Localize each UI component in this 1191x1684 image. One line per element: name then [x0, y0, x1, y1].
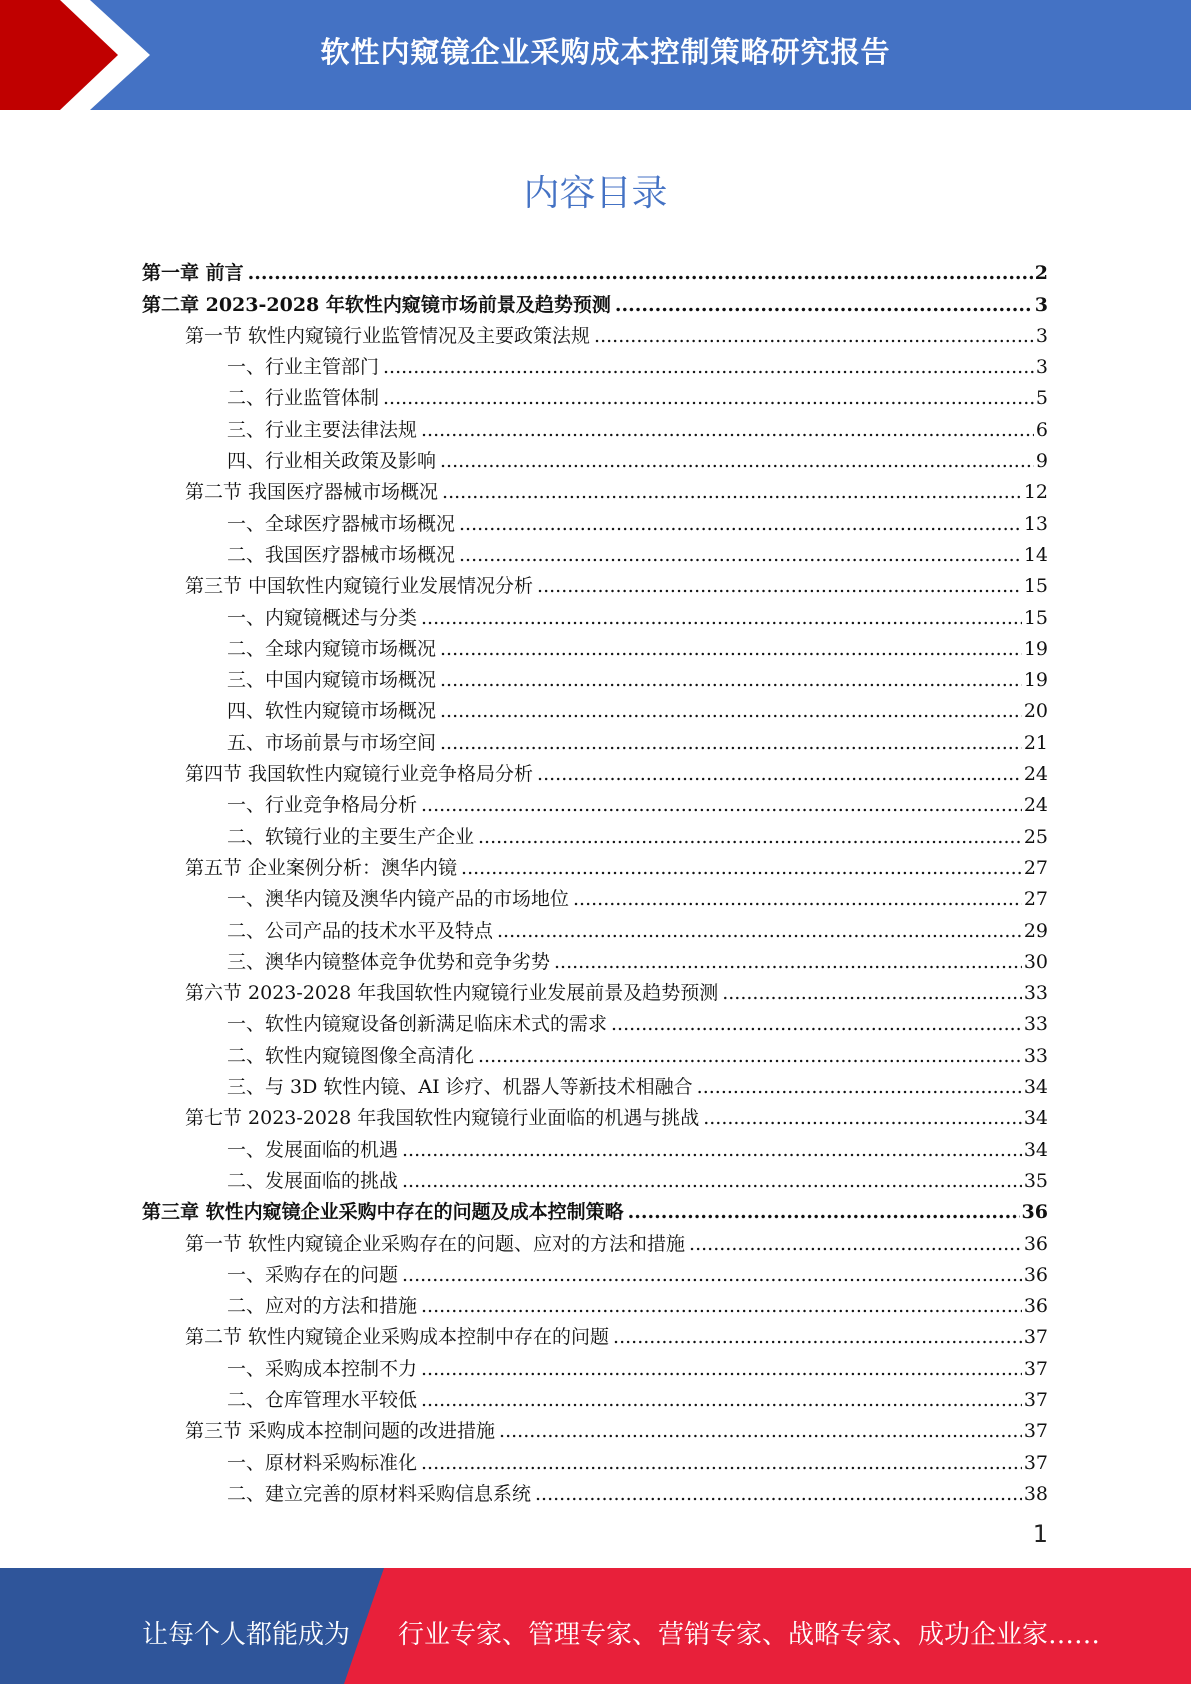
- toc-entry[interactable]: [142, 1256, 1048, 1287]
- toc-dot-leader: [440, 449, 1034, 473]
- toc-dot-leader: [402, 1263, 1022, 1287]
- toc-entry-page: 33: [1023, 982, 1048, 1005]
- toc-entry-title: 四、软性内窥镜市场概况: [227, 700, 437, 723]
- toc-entry[interactable]: [142, 755, 1048, 786]
- toc-entry[interactable]: [142, 567, 1048, 598]
- toc-entry-page: 5: [1035, 387, 1048, 410]
- toc-entry-title: 三、澳华内镜整体竞争优势和竞争劣势: [227, 950, 551, 973]
- toc-entry-page: 6: [1035, 418, 1048, 441]
- toc-entry[interactable]: [142, 285, 1048, 316]
- toc-entry-page: 19: [1023, 669, 1048, 692]
- toc-entry[interactable]: [142, 1349, 1048, 1380]
- toc-dot-leader: [499, 1419, 1022, 1443]
- header-banner: [0, 0, 1191, 110]
- toc-entry-title: 一、内窥镜概述与分类: [227, 606, 418, 629]
- toc-entry[interactable]: [142, 849, 1048, 880]
- toc-dot-leader: [421, 1388, 1022, 1412]
- toc-dot-leader: [478, 825, 1022, 849]
- toc-entry[interactable]: [142, 1193, 1048, 1224]
- toc-dot-leader: [421, 1294, 1022, 1318]
- toc-entry-page: 20: [1023, 700, 1048, 723]
- toc-entry-title: 第二节 软性内窥镜企业采购成本控制中存在的问题: [185, 1326, 610, 1349]
- toc-dot-leader: [421, 606, 1022, 630]
- toc-entry-page: 37: [1023, 1388, 1048, 1411]
- toc-entry[interactable]: [142, 379, 1048, 410]
- toc-dot-leader: [573, 887, 1022, 911]
- toc-dot-leader: [440, 668, 1022, 692]
- toc-entry-title: 二、软镜行业的主要生产企业: [227, 825, 475, 848]
- toc-entry-page: 33: [1023, 1013, 1048, 1036]
- toc-entry-title: 第三章 软性内窥镜企业采购中存在的问题及成本控制策略: [142, 1201, 624, 1224]
- toc-entry-title: 一、软性内镜窥设备创新满足临床术式的需求: [227, 1013, 608, 1036]
- toc-entry-title: 二、我国医疗器械市场概况: [227, 543, 456, 566]
- toc-dot-leader: [459, 512, 1022, 536]
- toc-entry-title: 二、软性内窥镜图像全高清化: [227, 1044, 475, 1067]
- toc-entry[interactable]: [142, 1068, 1048, 1099]
- toc-dot-leader: [440, 731, 1022, 755]
- toc-entry-title: 一、行业主管部门: [227, 356, 380, 379]
- toc-entry-title: 第二节 我国医疗器械市场概况: [185, 481, 439, 504]
- toc-dot-leader: [383, 355, 1034, 379]
- toc-entry-page: 37: [1023, 1357, 1048, 1380]
- toc-dot-leader: [537, 574, 1022, 598]
- toc-entry[interactable]: [142, 598, 1048, 629]
- toc-entry-title: 一、采购存在的问题: [227, 1263, 399, 1286]
- toc-dot-leader: [535, 1482, 1022, 1506]
- report-title: 软性内窥镜企业采购成本控制策略研究报告: [320, 35, 891, 69]
- toc-entry-page: 3: [1035, 324, 1048, 347]
- toc-dot-leader: [537, 762, 1022, 786]
- toc-dot-leader: [440, 637, 1022, 661]
- toc-entry-title: 第一节 软性内窥镜行业监管情况及主要政策法规: [185, 324, 591, 347]
- toc-dot-leader: [594, 324, 1034, 348]
- toc-entry-page: 34: [1023, 1107, 1048, 1130]
- toc-entry-page: 37: [1023, 1451, 1048, 1474]
- toc-entry[interactable]: [142, 1099, 1048, 1130]
- toc-entry[interactable]: [142, 317, 1048, 348]
- toc-entry-page: 15: [1023, 606, 1048, 629]
- toc-entry[interactable]: [142, 1005, 1048, 1036]
- toc-entry-title: 第三节 中国软性内窥镜行业发展情况分析: [185, 575, 534, 598]
- toc-entry-title: 二、发展面临的挑战: [227, 1169, 399, 1192]
- toc-entry-page: 14: [1023, 543, 1048, 566]
- toc-dot-leader: [402, 1138, 1022, 1162]
- toc-entry-title: 五、市场前景与市场空间: [227, 731, 437, 754]
- toc-entry-page: 2: [1034, 262, 1048, 285]
- toc-entry-page: 9: [1035, 450, 1048, 473]
- toc-entry[interactable]: [142, 974, 1048, 1005]
- toc-dot-leader: [459, 543, 1022, 567]
- footer-slogan-left: 让每个人都能成为: [142, 1620, 351, 1650]
- toc-entry-title: 第六节 2023-2028 年我国软性内窥镜行业发展前景及趋势预测: [185, 982, 719, 1005]
- toc-entry-page: 13: [1023, 512, 1048, 535]
- toc-entry[interactable]: [142, 911, 1048, 942]
- toc-dot-leader: [421, 1451, 1022, 1475]
- toc-entry-page: 24: [1023, 794, 1048, 817]
- toc-dot-leader: [497, 919, 1022, 943]
- toc-entry[interactable]: [142, 1130, 1048, 1161]
- toc-entry-page: 19: [1023, 637, 1048, 660]
- toc-entry[interactable]: [142, 1475, 1048, 1506]
- toc-entry[interactable]: [142, 786, 1048, 817]
- toc-dot-leader: [615, 293, 1033, 317]
- toc-entry-title: 第五节 企业案例分析：澳华内镜: [185, 856, 458, 879]
- toc-dot-leader: [402, 1169, 1022, 1193]
- toc-entry-page: 38: [1023, 1482, 1048, 1505]
- toc-entry-title: 一、发展面临的机遇: [227, 1138, 399, 1161]
- toc-dot-leader: [697, 1075, 1022, 1099]
- toc-entry[interactable]: [142, 1443, 1048, 1474]
- toc-entry-page: 30: [1023, 950, 1048, 973]
- toc-dot-leader: [611, 1012, 1022, 1036]
- toc-entry-title: 一、行业竞争格局分析: [227, 794, 418, 817]
- toc-entry[interactable]: [142, 692, 1048, 723]
- toc-entry-page: 37: [1023, 1326, 1048, 1349]
- toc-dot-leader: [628, 1200, 1020, 1224]
- page-number: 1: [1032, 1520, 1048, 1548]
- toc-dot-leader: [442, 480, 1022, 504]
- toc-entry-title: 第四节 我国软性内窥镜行业竞争格局分析: [185, 763, 534, 786]
- toc-entry[interactable]: [142, 880, 1048, 911]
- toc-entry[interactable]: [142, 1162, 1048, 1193]
- toc-entry[interactable]: [142, 1287, 1048, 1318]
- table-of-contents: [142, 254, 1048, 1506]
- toc-dot-leader: [689, 1232, 1022, 1256]
- toc-entry-page: 37: [1023, 1420, 1048, 1443]
- toc-entry-page: 33: [1023, 1044, 1048, 1067]
- toc-entry[interactable]: [142, 630, 1048, 661]
- toc-dot-leader: [421, 418, 1034, 442]
- footer-banner: [0, 1568, 1191, 1684]
- toc-entry[interactable]: [142, 254, 1048, 285]
- toc-entry[interactable]: [142, 536, 1048, 567]
- toc-entry-title: 二、行业监管体制: [227, 387, 380, 410]
- toc-entry[interactable]: [142, 1036, 1048, 1067]
- toc-entry-title: 第三节 采购成本控制问题的改进措施: [185, 1420, 496, 1443]
- toc-entry-page: 3: [1035, 356, 1048, 379]
- toc-dot-leader: [248, 261, 1033, 285]
- toc-entry-title: 二、全球内窥镜市场概况: [227, 637, 437, 660]
- toc-dot-leader: [421, 793, 1022, 817]
- toc-dot-leader: [440, 699, 1022, 723]
- toc-entry[interactable]: [142, 1318, 1048, 1349]
- toc-entry[interactable]: [142, 943, 1048, 974]
- toc-dot-leader: [703, 1106, 1022, 1130]
- toc-entry-title: 第一章 前言: [142, 262, 244, 285]
- toc-entry-page: 36: [1021, 1201, 1048, 1224]
- toc-entry-title: 三、与 3D 软性内镜、AI 诊疗、机器人等新技术相融合: [227, 1076, 693, 1099]
- toc-entry[interactable]: [142, 1381, 1048, 1412]
- toc-dot-leader: [554, 950, 1022, 974]
- toc-entry-title: 二、仓库管理水平较低: [227, 1388, 418, 1411]
- toc-entry-page: 27: [1023, 856, 1048, 879]
- toc-entry[interactable]: [142, 817, 1048, 848]
- toc-entry-page: 3: [1034, 293, 1048, 316]
- toc-entry[interactable]: [142, 473, 1048, 504]
- toc-entry-page: 34: [1023, 1138, 1048, 1161]
- toc-entry-title: 一、澳华内镜及澳华内镜产品的市场地位: [227, 888, 570, 911]
- toc-dot-leader: [461, 856, 1022, 880]
- toc-entry-page: 34: [1023, 1076, 1048, 1099]
- toc-entry-title: 三、行业主要法律法规: [227, 418, 418, 441]
- toc-entry[interactable]: [142, 723, 1048, 754]
- toc-entry-page: 29: [1023, 919, 1048, 942]
- toc-entry[interactable]: [142, 661, 1048, 692]
- toc-entry-page: 12: [1023, 481, 1048, 504]
- footer-slogan-right: 行业专家、管理专家、营销专家、战略专家、成功企业家……: [398, 1620, 1101, 1650]
- toc-entry-title: 第七节 2023-2028 年我国软性内窥镜行业面临的机遇与挑战: [185, 1107, 700, 1130]
- toc-entry-title: 二、建立完善的原材料采购信息系统: [227, 1482, 532, 1505]
- toc-entry[interactable]: [142, 504, 1048, 535]
- toc-entry-title: 第二章 2023-2028 年软性内窥镜市场前景及趋势预测: [142, 293, 611, 316]
- toc-entry-page: 25: [1023, 825, 1048, 848]
- toc-entry-title: 三、中国内窥镜市场概况: [227, 669, 437, 692]
- toc-entry[interactable]: [142, 442, 1048, 473]
- toc-dot-leader: [383, 386, 1034, 410]
- toc-entry[interactable]: [142, 410, 1048, 441]
- toc-entry-title: 一、采购成本控制不力: [227, 1357, 418, 1380]
- toc-entry-title: 四、行业相关政策及影响: [227, 450, 437, 473]
- toc-entry-title: 二、公司产品的技术水平及特点: [227, 919, 494, 942]
- toc-entry[interactable]: [142, 1224, 1048, 1255]
- toc-entry[interactable]: [142, 348, 1048, 379]
- toc-entry-page: 36: [1023, 1295, 1048, 1318]
- toc-entry-title: 二、应对的方法和措施: [227, 1295, 418, 1318]
- toc-entry-page: 27: [1023, 888, 1048, 911]
- toc-entry-page: 15: [1023, 575, 1048, 598]
- toc-entry[interactable]: [142, 1412, 1048, 1443]
- toc-entry-title: 一、全球医疗器械市场概况: [227, 512, 456, 535]
- toc-entry-page: 24: [1023, 763, 1048, 786]
- toc-entry-title: 一、原材料采购标准化: [227, 1451, 418, 1474]
- toc-entry-page: 35: [1023, 1169, 1048, 1192]
- toc-entry-page: 21: [1023, 731, 1048, 754]
- toc-entry-title: 第一节 软性内窥镜企业采购存在的问题、应对的方法和措施: [185, 1232, 686, 1255]
- toc-entry-page: 36: [1023, 1263, 1048, 1286]
- toc-dot-leader: [478, 1044, 1022, 1068]
- toc-entry-page: 36: [1023, 1232, 1048, 1255]
- toc-heading: 内容目录: [523, 173, 668, 214]
- toc-dot-leader: [613, 1325, 1022, 1349]
- toc-dot-leader: [722, 981, 1022, 1005]
- toc-dot-leader: [421, 1357, 1022, 1381]
